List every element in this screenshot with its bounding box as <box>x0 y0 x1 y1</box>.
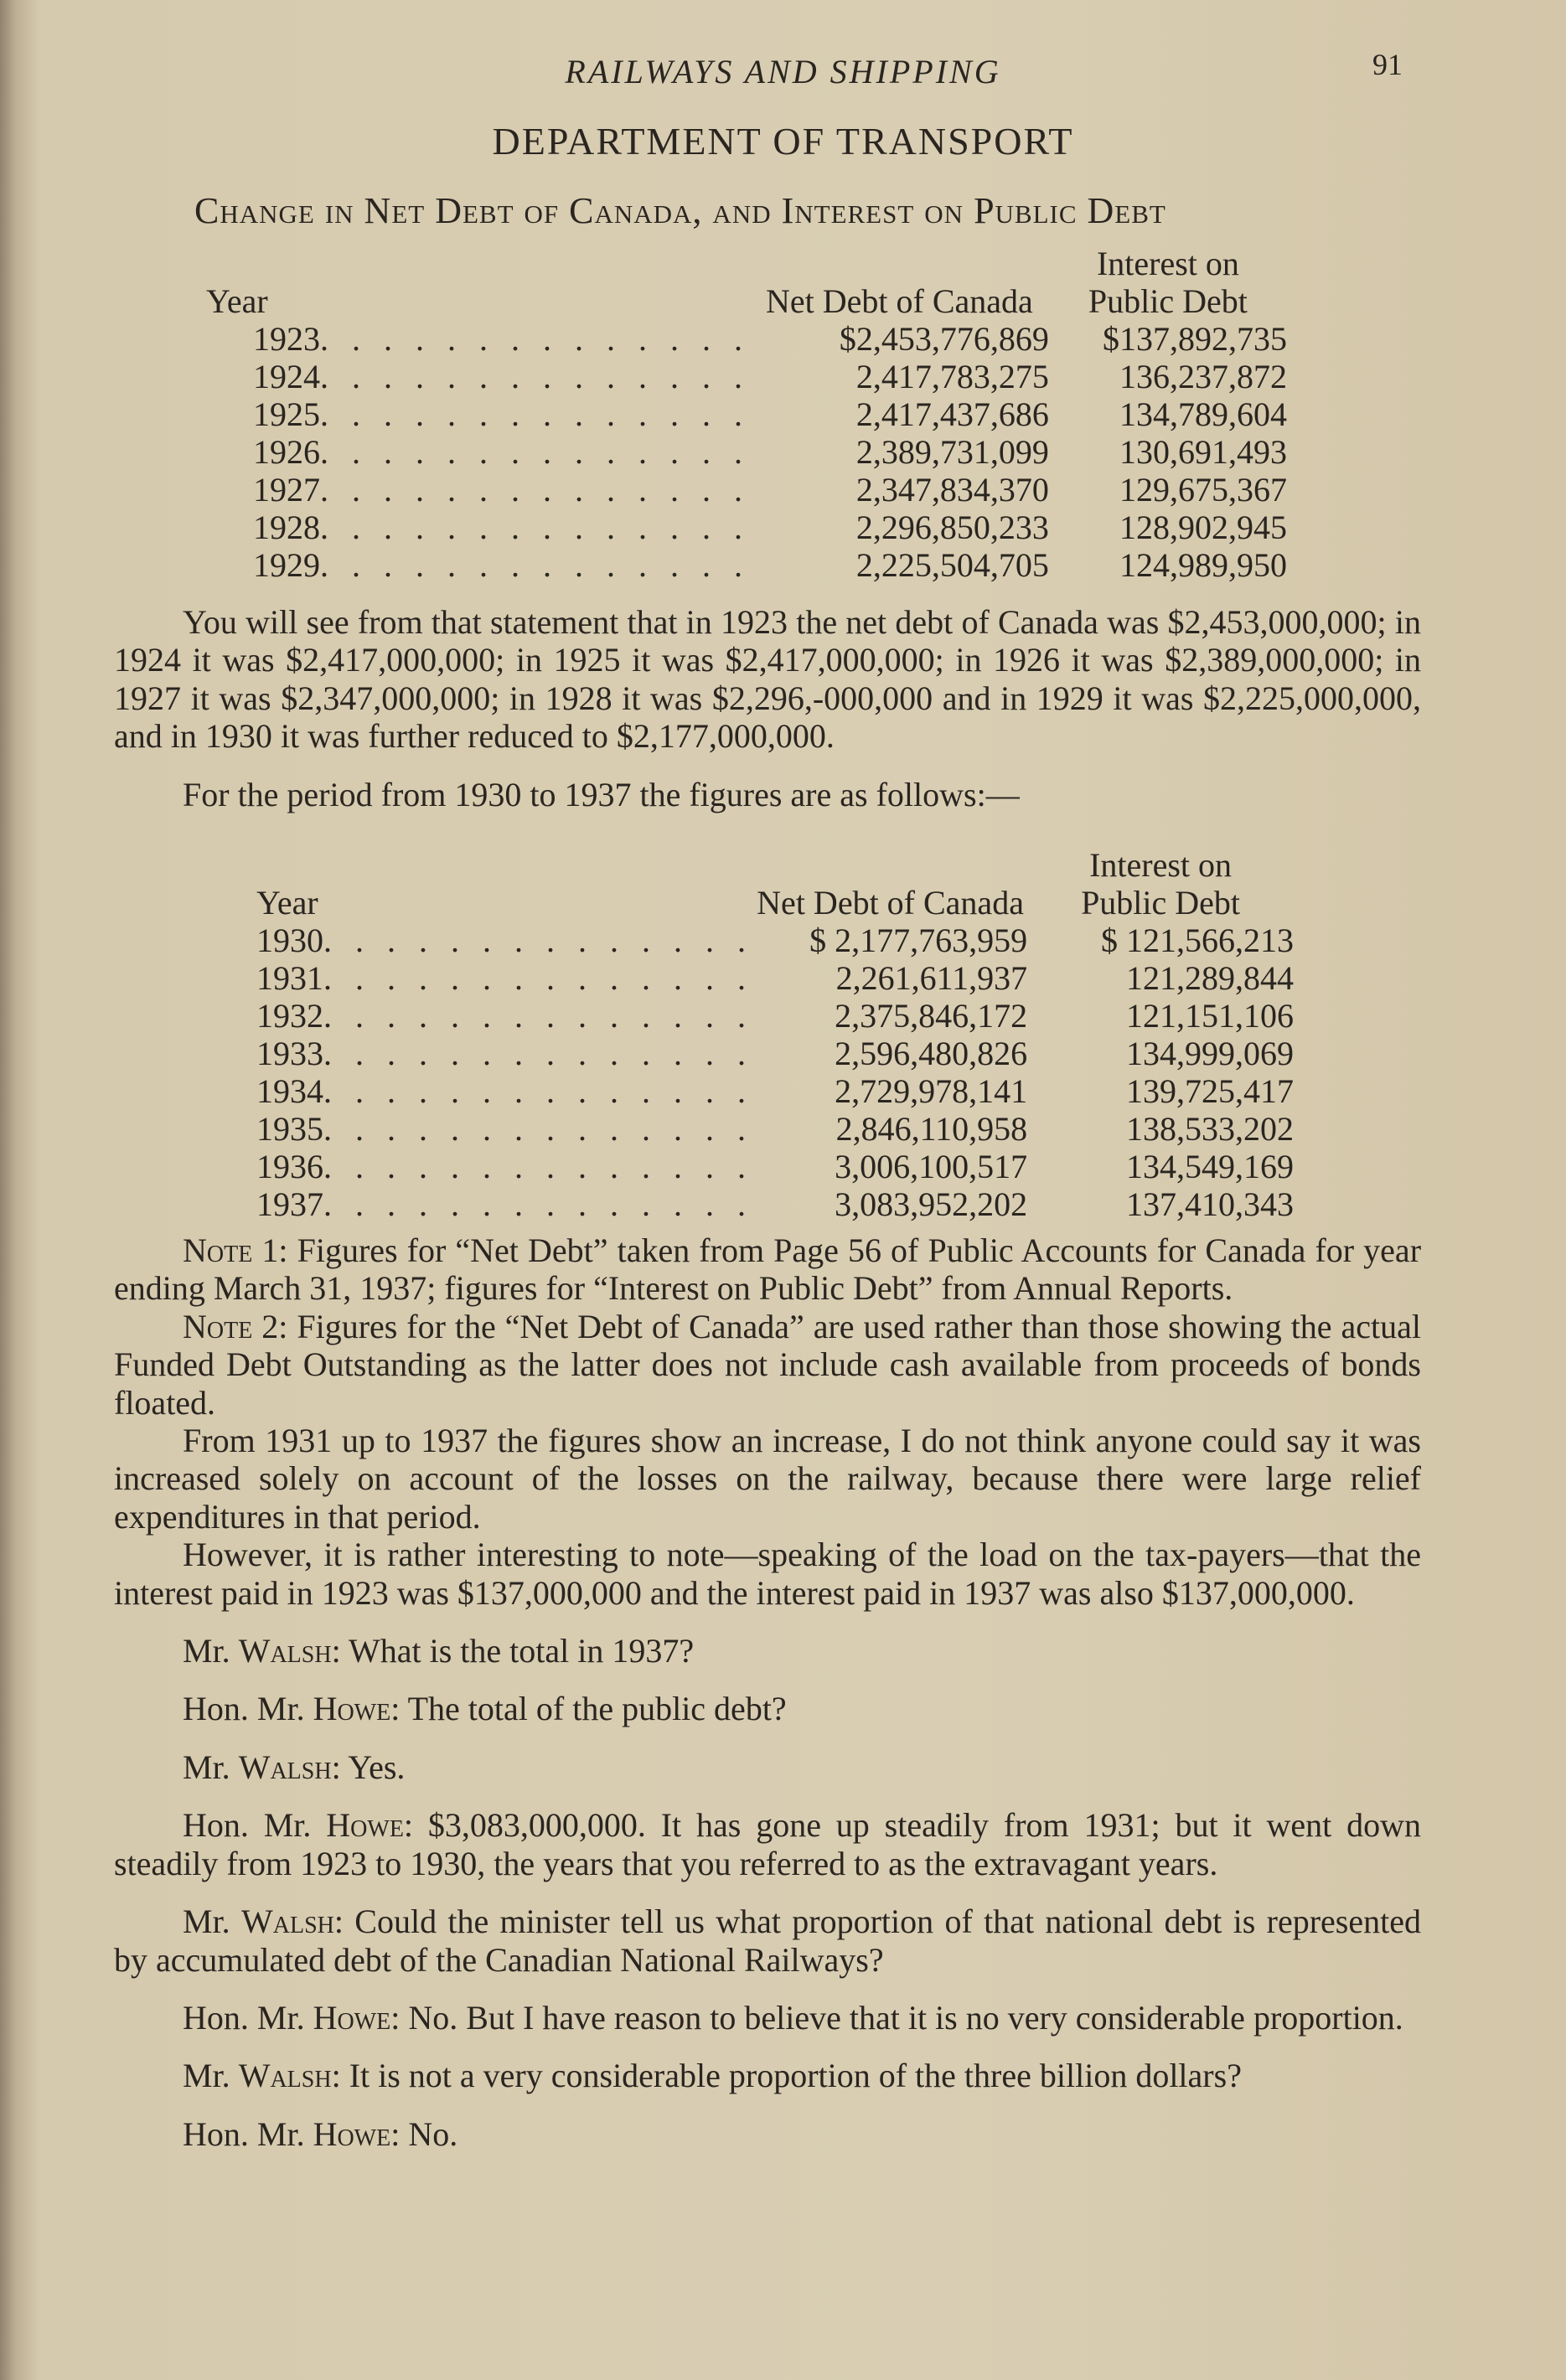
dot-leader: . . . . . . . . . . . . . . <box>323 1110 753 1148</box>
column-header-interest-line1: Interest on <box>1096 245 1239 282</box>
net-debt-cell: 2,375,846,172 <box>835 997 1028 1035</box>
speaker-prefix: Mr. <box>183 2057 230 2095</box>
column-header-interest <box>1049 245 1287 320</box>
dialogue-line: Hon. Mr. Howe: No. <box>183 2114 458 2153</box>
net-debt-cell: 3,083,952,202 <box>835 1185 1028 1223</box>
net-debt-cell: 2,729,978,141 <box>835 1072 1028 1110</box>
net-debt-cell: 2,261,611,937 <box>835 959 1028 997</box>
page-number: 91 <box>1372 48 1403 81</box>
year-cell: 1934 <box>256 1072 323 1110</box>
body-text-block-1 <box>114 603 1421 813</box>
year-cell: 1937 <box>256 1185 323 1223</box>
interest-cell: 134,999,069 <box>1126 1035 1294 1072</box>
net-debt-cell: $2,453,776,869 <box>839 320 1049 358</box>
interest-cell: 139,725,417 <box>1126 1072 1294 1110</box>
body-text-block-2 <box>114 1231 1421 2153</box>
dot-leader: . . . . . . . . . . . . . . <box>320 546 750 584</box>
year-cell: 1925 <box>253 395 320 433</box>
dialogue-line: Hon. Mr. Howe: $3,083,000,000. It has gone up steadily from 1931; but it went down steadily from 1923 to 1930, the years that you referred to as the extravagant years. <box>114 1806 1421 1882</box>
speaker-prefix: Hon. Mr. <box>183 1998 305 2037</box>
paragraph: However, it is rather interesting to note—speaking of the load on the tax-payers—that the interest paid in 1923 was $137,000,000 and the interest paid in 1937 was also $137,000,000. <box>114 1536 1421 1612</box>
column-header-net-debt: Net Debt of Canada <box>757 884 1024 922</box>
column-header-interest-line1: Interest on <box>1089 846 1233 884</box>
dialogue-line: Mr. Walsh: It is not a very considerable proportion of the three billion dollars? <box>183 2057 1242 2095</box>
table-row <box>256 922 1294 959</box>
interest-cell: 134,549,169 <box>1126 1148 1294 1185</box>
interest-cell: 136,237,872 <box>1119 358 1287 395</box>
net-debt-cell: 2,296,850,233 <box>855 509 1049 546</box>
table-row <box>256 1185 1294 1223</box>
net-debt-cell: 2,225,504,705 <box>855 546 1049 584</box>
year-cell: 1929 <box>253 546 320 584</box>
table-row <box>256 959 1294 997</box>
speaker-prefix: Hon. Mr. <box>183 1806 312 1845</box>
net-debt-cell: 2,417,783,275 <box>855 358 1049 395</box>
table-row <box>256 1148 1294 1185</box>
table-row <box>256 1110 1294 1148</box>
net-debt-cell: 2,417,437,686 <box>855 395 1049 433</box>
column-header-year: Year <box>256 884 318 922</box>
column-header-interest-line2: Public Debt <box>1088 282 1248 320</box>
dialogue-line: Mr. Walsh: What is the total in 1937? <box>183 1632 695 1670</box>
dot-leader: . . . . . . . . . . . . . . <box>323 1185 753 1223</box>
interest-cell: 128,902,945 <box>1119 509 1287 546</box>
dot-leader: . . . . . . . . . . . . . . <box>323 959 753 997</box>
table-row <box>256 997 1294 1035</box>
table-title: Change in Net Debt of Canada, and Interest on Public Debt <box>194 190 1166 231</box>
year-cell: 1928 <box>253 509 320 546</box>
interest-cell: 130,691,493 <box>1119 433 1287 471</box>
column-header-year: Year <box>206 282 268 320</box>
table-row <box>206 546 1287 584</box>
interest-cell: 121,289,844 <box>1126 959 1294 997</box>
year-cell: 1932 <box>256 997 323 1035</box>
dialogue-line: Mr. Walsh: Yes. <box>183 1748 406 1786</box>
interest-cell: 138,533,202 <box>1126 1110 1294 1148</box>
dot-leader: . . . . . . . . . . . . . . <box>323 1072 753 1110</box>
interest-cell: 121,151,106 <box>1126 997 1294 1035</box>
note-text: Figures for the “Net Debt of Canada” are used rather than those showing the actual Funded Debt Outstanding as the latter does not include cash available from proceeds of bonds floated. <box>114 1307 1421 1422</box>
dot-leader: . . . . . . . . . . . . . . <box>323 1035 753 1072</box>
dot-leader: . . . . . . . . . . . . . . <box>320 395 750 433</box>
table-row <box>206 358 1287 395</box>
dot-leader: . . . . . . . . . . . . . . <box>320 433 750 471</box>
net-debt-cell: 2,389,731,099 <box>855 433 1049 471</box>
column-header-net-debt: Net Debt of Canada <box>766 282 1033 320</box>
speaker-prefix: Mr. <box>183 1902 230 1941</box>
dot-leader: . . . . . . . . . . . . . . <box>323 997 753 1035</box>
running-head: RAILWAYS AND SHIPPING <box>565 53 1001 90</box>
dot-leader: . . . . . . . . . . . . . . <box>320 471 750 509</box>
net-debt-cell: 2,846,110,958 <box>835 1110 1028 1148</box>
speech-text: Yes. <box>348 1748 406 1786</box>
note-label: Note 2: <box>183 1307 288 1345</box>
dot-leader: . . . . . . . . . . . . . . <box>323 1148 753 1185</box>
dialogue-line: Hon. Mr. Howe: The total of the public debt? <box>183 1690 787 1728</box>
table-row <box>206 471 1287 509</box>
net-debt-cell: 2,347,834,370 <box>855 471 1049 509</box>
speech-text: It is not a very considerable proportion of the three billion dollars? <box>349 2057 1242 2095</box>
speaker-prefix: Hon. Mr. <box>183 1690 305 1728</box>
interest-cell: 137,410,343 <box>1126 1185 1294 1223</box>
interest-cell: 124,989,950 <box>1119 546 1287 584</box>
paragraph: From 1931 up to 1937 the figures show an increase, I do not think anyone could say it was increased solely on account of the losses on the railway, because there were large relief expenditures in that period. <box>114 1422 1421 1536</box>
speaker-name: Walsh <box>238 2057 332 2095</box>
dot-leader: . . . . . . . . . . . . . . <box>323 922 753 959</box>
table-row <box>206 509 1287 546</box>
speaker-prefix: Hon. Mr. <box>183 2114 305 2153</box>
interest-cell: $137,892,735 <box>1103 320 1287 358</box>
note-text: Figures for “Net Debt” taken from Page 56 of Public Accounts for Canada for year ending March 31, 1937; figures for “Interest on Public Debt” from Annual Reports. <box>114 1231 1422 1308</box>
table-row <box>206 395 1287 433</box>
speech-text: $3,083,000,000. It has gone up steadily from 1931; but it went down steadily from 1923 to 1930, the years that you referred to as the extravagant years. <box>114 1806 1421 1882</box>
interest-cell: 129,675,367 <box>1119 471 1287 509</box>
speaker-name: Howe <box>326 1806 404 1845</box>
dialogue-line: Mr. Walsh: Could the minister tell us what proportion of that national debt is represented by accumulated debt of the Canadian National Railways? <box>114 1902 1421 1979</box>
speaker-name: Walsh <box>238 1632 332 1670</box>
dialogue-line: Hon. Mr. Howe: No. But I have reason to believe that it is no very considerable proportion. <box>183 1998 1403 2037</box>
year-cell: 1924 <box>253 358 320 395</box>
year-cell: 1933 <box>256 1035 323 1072</box>
paragraph: You will see from that statement that in 1923 the net debt of Canada was $2,453,000,000; in 1924 it was $2,417,000,000; in 1925 it was $2,417,000,000; in 1926 it was $2,389,000,000; in 1927 it was $2,347,000,000; in 1928 it was $2,296,-000,000 and in 1929 it was $2,225,000,000, and in 1930 it was further reduced to $2,177,000,000. <box>114 603 1421 756</box>
speech-text: Could the minister tell us what proportion of that national debt is represented by accumulated debt of the Canadian National Railways? <box>114 1902 1421 1979</box>
year-cell: 1931 <box>256 959 323 997</box>
year-cell: 1927 <box>253 471 320 509</box>
year-cell: 1926 <box>253 433 320 471</box>
column-header-interest <box>1027 846 1294 922</box>
dot-leader: . . . . . . . . . . . . . . <box>320 320 750 358</box>
debt-table-1923-1929 <box>206 245 1287 584</box>
speech-text: No. <box>408 2114 458 2153</box>
interest-cell: $ 121,566,213 <box>1101 922 1294 959</box>
year-cell: 1930 <box>256 922 323 959</box>
speaker-name: Howe <box>313 1998 391 2037</box>
table-row <box>256 1035 1294 1072</box>
speaker-prefix: Mr. <box>183 1632 230 1670</box>
column-header-interest-line2: Public Debt <box>1081 884 1241 922</box>
speech-text: No. But I have reason to believe that it is no very considerable proportion. <box>408 1998 1403 2037</box>
table-row <box>206 433 1287 471</box>
speaker-name: Walsh <box>238 1748 332 1786</box>
speaker-name: Howe <box>313 1690 391 1728</box>
interest-cell: 134,789,604 <box>1119 395 1287 433</box>
debt-table-1930-1937 <box>256 846 1294 1223</box>
speech-text: What is the total in 1937? <box>348 1632 695 1670</box>
note-2 <box>114 1308 1421 1422</box>
speaker-name: Howe <box>313 2114 391 2153</box>
year-cell: 1923 <box>253 320 320 358</box>
net-debt-cell: 2,596,480,826 <box>835 1035 1028 1072</box>
department-title: DEPARTMENT OF TRANSPORT <box>492 120 1074 163</box>
dot-leader: . . . . . . . . . . . . . . <box>320 358 750 395</box>
year-cell: 1935 <box>256 1110 323 1148</box>
speaker-prefix: Mr. <box>183 1748 230 1786</box>
net-debt-cell: 3,006,100,517 <box>835 1148 1028 1185</box>
table-row <box>256 1072 1294 1110</box>
note-1 <box>114 1231 1421 1308</box>
dot-leader: . . . . . . . . . . . . . . <box>320 509 750 546</box>
net-debt-cell: $ 2,177,763,959 <box>809 922 1028 959</box>
note-label: Note 1: <box>183 1231 288 1269</box>
speech-text: The total of the public debt? <box>407 1690 787 1728</box>
table-row <box>206 320 1287 358</box>
year-cell: 1936 <box>256 1148 323 1185</box>
speaker-name: Walsh <box>241 1902 334 1941</box>
paragraph: For the period from 1930 to 1937 the figures are as follows:— <box>183 775 1020 813</box>
